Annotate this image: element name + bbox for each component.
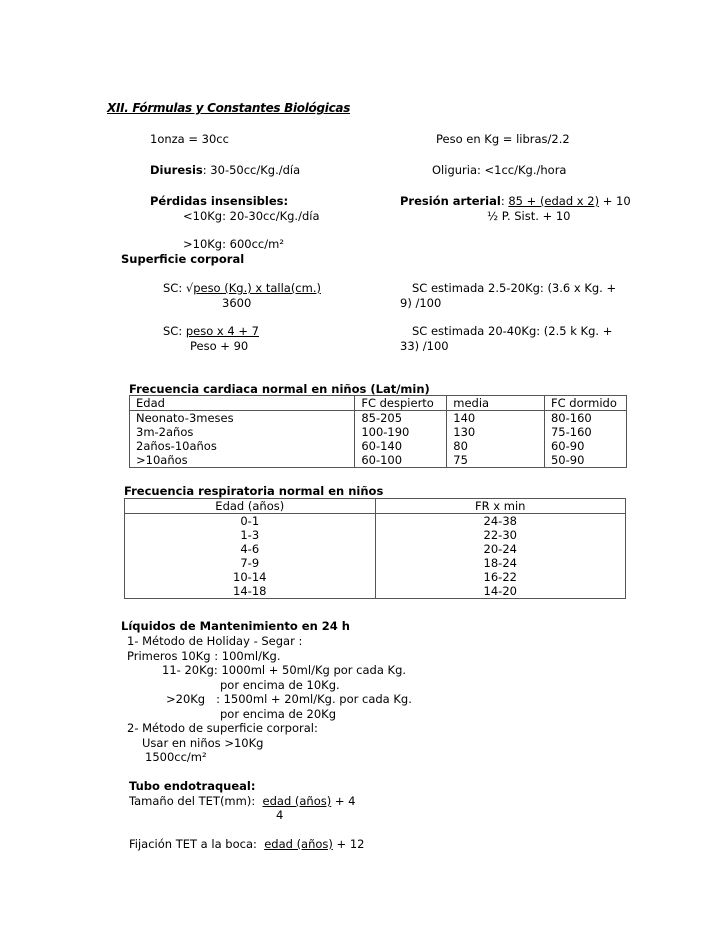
table-row [125,556,626,570]
fc-title: Frecuencia cardiaca normal en niños (Lat/min) [129,382,430,396]
table-cell: 14-18 [125,584,376,599]
presion-colon: : [500,194,509,208]
table-cell: 60-90 [544,439,626,453]
sc2-formula [163,324,259,339]
diuresis-text [150,163,300,178]
liquidos-line-8: Usar en niños >10Kg [142,736,264,750]
fijacion-numerator: edad (años) [264,837,333,851]
table-cell: 1-3 [125,528,376,542]
sc2-denominator: Peso + 90 [190,339,249,353]
table-cell: 75 [447,453,545,468]
table-cell: 20-24 [375,542,625,556]
peso-text: Peso en Kg = libras/2.2 [436,132,570,146]
table-cell: 3m-2años [130,425,355,439]
table-cell: 130 [447,425,545,439]
diuresis-value: : 30-50cc/Kg./día [202,163,301,177]
perdidas-line-2: >10Kg: 600cc/m² [183,237,284,251]
table-header-cell: FC dormido [544,396,626,411]
fijacion-formula [129,837,365,852]
fr-table [124,498,626,599]
table-cell: 80-160 [544,411,626,426]
liquidos-line-5: >20Kg : 1500ml + 20ml/Kg. por cada Kg. [166,692,412,706]
table-header-cell: FC despierto [355,396,447,411]
liquidos-line-3: 11- 20Kg: 1000ml + 50ml/Kg por cada Kg. [162,663,407,677]
table-header-row [125,499,626,514]
table-cell: 80 [447,439,545,453]
liquidos-line-1: 1- Método de Holiday - Segar : [127,634,303,648]
table-header-cell: Edad (años) [125,499,376,514]
table-row [130,439,627,453]
perdidas-label: Pérdidas insensibles: [150,194,289,208]
table-cell: 24-38 [375,514,625,529]
sc1-denominator: 3600 [222,296,252,310]
table-cell: Neonato-3meses [130,411,355,426]
table-header-row [130,396,627,411]
table-row [130,411,627,426]
sc1-prefix: SC: √ [163,281,194,295]
table-row [125,542,626,556]
tubo-prefix: Tamaño del TET(mm): [129,794,263,808]
sc2-prefix: SC: [163,324,186,338]
onza-text: 1onza = 30cc [150,132,229,146]
liquidos-line-9: 1500cc/m² [145,750,207,764]
table-cell: 7-9 [125,556,376,570]
table-cell: 16-22 [375,570,625,584]
perdidas-line-1: <10Kg: 20-30cc/Kg./día [183,209,320,223]
fijacion-suffix: + 12 [332,837,365,851]
page-title: XII. Fórmulas y Constantes Biológicas [107,101,351,115]
sc-estimada-1-line-2: 9) /100 [400,296,442,310]
table-cell: 0-1 [125,514,376,529]
superficie-title: Superficie corporal [121,252,245,266]
diuresis-label: Diuresis [150,163,203,177]
liquidos-line-4: por encima de 10Kg. [220,678,340,692]
fc-table [129,395,627,468]
table-cell: 140 [447,411,545,426]
table-cell: 50-90 [544,453,626,468]
tubo-title: Tubo endotraqueal: [129,779,256,793]
table-row [130,453,627,468]
presion-plus: + 10 [599,194,631,208]
fijacion-prefix: Fijación TET a la boca: [129,837,265,851]
sc-estimada-2-line-1: SC estimada 20-40Kg: (2.5 k Kg. + [412,324,613,338]
presion-formula: 85 + (edad x 2) [508,194,600,208]
table-cell: >10años [130,453,355,468]
tubo-formula [129,794,356,809]
sc2-numerator: peso x 4 + 7 [185,324,259,338]
table-header-cell: media [447,396,545,411]
liquidos-line-6: por encima de 20Kg [220,707,337,721]
fr-title: Frecuencia respiratoria normal en niños [124,484,384,498]
presion-sist: ½ P. Sist. + 10 [487,209,571,223]
sc-estimada-1-line-1: SC estimada 2.5-20Kg: (3.6 x Kg. + [412,281,617,295]
presion-label: Presión arterial [400,194,501,208]
sc1-numerator: peso (Kg.) x talla(cm.) [193,281,321,295]
table-cell: 22-30 [375,528,625,542]
tubo-suffix: + 4 [331,794,356,808]
presion-text [400,194,631,209]
table-header-cell: FR x min [375,499,625,514]
liquidos-line-2: Primeros 10Kg : 100ml/Kg. [127,649,281,663]
liquidos-title: Líquidos de Mantenimiento en 24 h [121,619,350,633]
liquidos-line-7: 2- Método de superficie corporal: [127,721,318,735]
table-cell: 60-140 [355,439,447,453]
table-cell: 2años-10años [130,439,355,453]
table-row [125,514,626,529]
table-row [125,528,626,542]
table-cell: 60-100 [355,453,447,468]
sc-estimada-2-line-2: 33) /100 [400,339,449,353]
table-cell: 100-190 [355,425,447,439]
table-cell: 18-24 [375,556,625,570]
table-cell: 85-205 [355,411,447,426]
oliguria-text: Oliguria: <1cc/Kg./hora [432,163,567,177]
table-cell: 75-160 [544,425,626,439]
table-row [125,570,626,584]
table-row [125,584,626,599]
table-header-cell: Edad [130,396,355,411]
sc1-formula [163,281,321,296]
table-cell: 4-6 [125,542,376,556]
table-cell: 14-20 [375,584,625,599]
tubo-denominator: 4 [276,808,284,822]
tubo-numerator: edad (años) [262,794,332,808]
table-row [130,425,627,439]
table-cell: 10-14 [125,570,376,584]
